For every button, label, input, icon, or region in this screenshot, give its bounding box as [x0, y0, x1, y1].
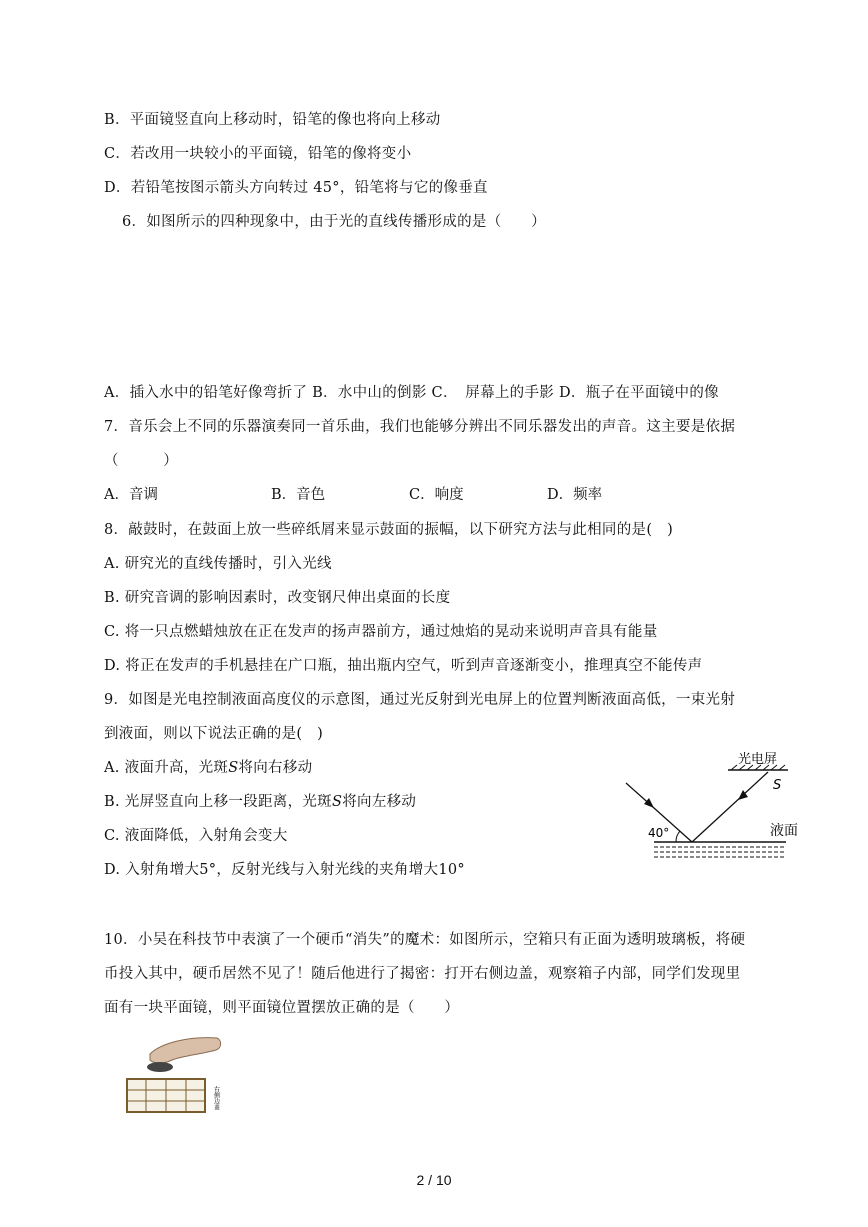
q9-option-a-var: S [228, 760, 239, 776]
side-lid-label: 右侧边盖 [212, 1086, 220, 1110]
q9-option-a-text: A. 液面升高，光斑 [104, 760, 229, 776]
q9-option-b [104, 792, 416, 812]
q9-stem-line1: 9．如图是光电控制液面高度仪的示意图，通过光反射到光电屏上的位置判断液面高低，一束光射 [104, 692, 736, 708]
coin-icon [147, 1062, 173, 1072]
q7-stem-line1: 7．音乐会上不同的乐器演奏同一首乐曲，我们也能够分辨出不同乐器发出的声音。这主要是依据 [104, 419, 736, 435]
angle-arc [676, 831, 680, 842]
q7-option-b: B．音色 [271, 487, 326, 503]
incident-arrow [644, 798, 654, 808]
q9-option-c: C. 液面降低，入射角会变大 [104, 828, 288, 844]
hand-icon [150, 1038, 221, 1063]
q9-option-d [104, 860, 465, 880]
q7-stem-line2: （ ） [104, 453, 178, 469]
spot-label: S [773, 778, 782, 793]
reflected-ray [692, 772, 768, 842]
q6-stem: 6．如图所示的四种现象中，由于光的直线传播形成的是（ ） [122, 214, 546, 230]
angle-label: 40° [648, 826, 670, 840]
q9-option-b-var: S [331, 794, 343, 810]
q7-option-a: A．音调 [104, 487, 158, 503]
q5-option-b: B．平面镜竖直向上移动时，铅笔的像也将向上移动 [104, 112, 441, 128]
q9-option-d-text: D. 入射角增大 [104, 862, 200, 878]
q10-line1: 10．小吴在科技节中表演了一个硬币“消失”的魔术：如图所示，空箱只有正面为透明玻璃板，将硬 [104, 932, 746, 948]
screen-label: 光电屏 [738, 752, 778, 767]
q5-option-d: D．若铅笔按图示箭头方向转过 45°，铅笔将与它的像垂直 [104, 180, 488, 196]
liquid-body [654, 847, 786, 857]
q7-option-d: D．频率 [547, 487, 603, 503]
liquid-label: 液面 [770, 823, 798, 839]
q10-line2: 币投入其中，硬币居然不见了！随后他进行了揭密：打开右侧边盖，观察箱子内部，同学们发现里 [104, 966, 741, 982]
page-number: 2 / 10 [416, 1172, 452, 1188]
q8-option-b: B. 研究音调的影响因素时，改变钢尺伸出桌面的长度 [104, 590, 451, 606]
q10-line3: 面有一块平面镜，则平面镜位置摆放正确的是（ ） [104, 1000, 460, 1016]
q7-option-c: C．响度 [409, 487, 464, 503]
q10-magic-box-figure [122, 1034, 232, 1116]
q8-stem: 8．敲鼓时，在鼓面上放一些碎纸屑来显示鼓面的振幅，以下研究方法与此相同的是( ) [104, 522, 674, 538]
q8-option-c: C. 将一只点燃蜡烛放在正在发声的扬声器前方，通过烛焰的晃动来说明声音具有能量 [104, 624, 658, 640]
q9-option-d-value2: 10° [438, 862, 465, 878]
q9-stem-line2: 到液面，则以下说法正确的是( ) [104, 726, 324, 742]
q9-option-a-text-end: 将向右移动 [238, 760, 313, 776]
q9-reflection-figure [618, 745, 808, 865]
q9-option-d-value1: 5° [199, 862, 217, 878]
q9-option-b-text-end: 将向左移动 [342, 794, 417, 810]
q9-option-a [104, 758, 312, 778]
q9-option-b-text: B. 光屏竖直向上移一段距离，光斑 [104, 794, 332, 810]
q6-options: A．插入水中的铅笔好像弯折了 B．水中山的倒影 C． 屏幕上的手影 D．瓶子在平面镜中的像 [104, 385, 719, 401]
q9-option-d-text-mid: ，反射光线与入射光线的夹角增大 [216, 862, 439, 878]
q8-option-a: A. 研究光的直线传播时，引入光线 [104, 556, 332, 572]
q5-option-c: C．若改用一块较小的平面镜，铅笔的像将变小 [104, 146, 412, 162]
q8-option-d: D. 将正在发声的手机悬挂在广口瓶，抽出瓶内空气，听到声音逐渐变小，推理真空不能传声 [104, 658, 703, 674]
